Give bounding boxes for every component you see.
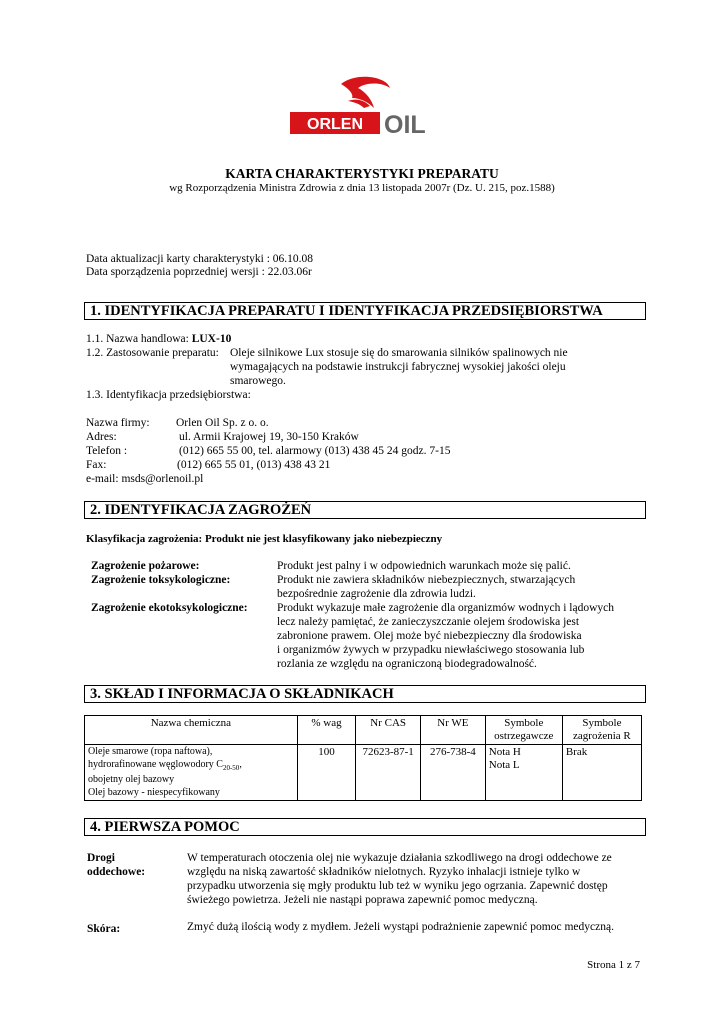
table-header-row (85, 716, 642, 745)
classification: Klasyfikacja zagrożenia: Produkt nie jest klasyfikowany jako niebezpieczny (86, 533, 443, 545)
address-value: ul. Armii Krajowej 19, 30-150 Kraków (179, 431, 359, 443)
fire-hazard-text: Produkt jest palny i w odpowiednich warunkach może się palić. (277, 560, 571, 572)
fire-hazard-label: Zagrożenie pożarowe: (91, 560, 200, 572)
airways-label: oddechowe: (87, 866, 146, 878)
col-chemical-name: Nazwa chemiczna (85, 716, 298, 745)
col-warning-symbols: Symbole ostrzegawcze (485, 716, 562, 745)
phone-value: (012) 665 55 00, tel. alarmowy (013) 438 45 24 godz. 7-15 (179, 445, 451, 457)
table-row (85, 745, 642, 801)
usage-line: smarowego. (230, 375, 286, 387)
company-id-label: 1.3. Identyfikacja przedsiębiorstwa: (86, 389, 251, 401)
airways-label: Drogi (87, 852, 115, 864)
airways-text: względu na niską zawartość składników nielotnych. Ryzyko inhalacji istnieje tylko w (187, 866, 581, 878)
airways-text: W temperaturach otoczenia olej nie wykazuje działania szkodliwego na drogi oddechowe ze (187, 852, 612, 864)
composition-table (84, 715, 642, 801)
document-title: KARTA CHARAKTERYSTYKI PREPARATU (225, 166, 499, 181)
cell-weight: 100 (297, 745, 356, 801)
section2-heading: 2. IDENTYFIKACJA ZAGROŻEŃ (84, 501, 646, 519)
skin-text: Zmyć dużą ilością wody z mydłem. Jeżeli wystąpi podrażnienie zapewnić pomoc medyczną. (187, 921, 614, 933)
col-r-symbols: Symbole zagrożenia R (562, 716, 641, 745)
fax-label: Fax: (86, 459, 107, 471)
document-subtitle: wg Rozporządzenia Ministra Zdrowia z dnia 13 listopada 2007r (Dz. U. 215, poz.1588) (169, 182, 555, 194)
eco-hazard-label: Zagrożenie ekotoksykologiczne: (91, 602, 248, 614)
eco-hazard-text: lecz należy pamiętać, że zanieczyszczanie olejem środowiska jest (277, 616, 580, 628)
usage-line: wymagających na podstawie instrukcji fabrycznej wysokiej jakości oleju (230, 361, 566, 373)
tox-hazard-label: Zagrożenie toksykologiczne: (91, 574, 231, 586)
eco-hazard-text: Produkt wykazuje małe zagrożenie dla organizmów wodnych i lądowych (277, 602, 615, 614)
col-cas: Nr CAS (356, 716, 421, 745)
page-number: Strona 1 z 7 (587, 959, 640, 971)
previous-date: Data sporządzenia poprzedniej wersji : 22.03.06r (86, 266, 312, 278)
address-label: Adres: (86, 431, 117, 443)
skin-label: Skóra: (87, 923, 121, 935)
section4-heading: 4. PIERWSZA POMOC (84, 818, 646, 836)
section3-heading: 3. SKŁAD I INFORMACJA O SKŁADNIKACH (84, 685, 646, 703)
airways-text: świeżego powietrza. Jeżeli nie nastąpi poprawa zapewnić pomoc medyczną. (187, 894, 538, 906)
cell-chemical-name: Oleje smarowe (ropa naftowa), hydrorafinowane węglowodory $C_{20-50}$, obojetny olej bazowy Olej bazowy - niespecyfikowany (85, 745, 298, 801)
col-we: Nr WE (421, 716, 486, 745)
logo-oil-text: OIL (384, 111, 426, 136)
trade-name: 1.1. Nazwa handlowa: LUX-10 (86, 333, 232, 345)
section1-heading: 1. IDENTYFIKACJA PREPARATU I IDENTYFIKACJA PRZEDSIĘBIORSTWA (84, 302, 646, 320)
cell-r-symbols: Brak (562, 745, 641, 801)
orlen-oil-logo (286, 74, 444, 136)
update-date: Data aktualizacji karty charakterystyki : 06.10.08 (86, 253, 314, 265)
usage-label: 1.2. Zastosowanie preparatu: (86, 347, 219, 359)
airways-text: przypadku utworzenia się mgły produktu lub też w wyniku jego ogrzania. Zapewnić dostęp (187, 880, 608, 892)
eco-hazard-text: rozlania ze względu na ograniczoną biodegradowalność. (277, 658, 537, 670)
tox-hazard-text: Produkt nie zawiera składników niebezpiecznych, stwarzających (277, 574, 576, 586)
phone-label: Telefon : (86, 445, 128, 457)
eco-hazard-text: i organizmów żywych w przypadku niewłaściwego stosowania lub (277, 644, 585, 656)
fax-value: (012) 665 55 01, (013) 438 43 21 (177, 459, 331, 471)
company-label: Nazwa firmy: (86, 417, 150, 429)
logo-brand-text: ORLEN (307, 116, 363, 133)
cell-we: 276-738-4 (421, 745, 486, 801)
eco-hazard-text: zabronione prawem. Olej może być niebezpieczny dla środowiska (277, 630, 582, 642)
company-value: Orlen Oil Sp. z o. o. (176, 417, 269, 429)
tox-hazard-text: bezpośrednie zagrożenie dla zdrowia ludzi. (277, 588, 476, 600)
usage-line: Oleje silnikowe Lux stosuje się do smarowania silników spalinowych nie (230, 347, 568, 359)
cell-cas: 72623-87-1 (356, 745, 421, 801)
cell-warning-symbols: Nota H Nota L (485, 745, 562, 801)
email-link[interactable]: e-mail: msds@orlenoil.pl (86, 473, 204, 485)
col-weight: % wag (297, 716, 356, 745)
